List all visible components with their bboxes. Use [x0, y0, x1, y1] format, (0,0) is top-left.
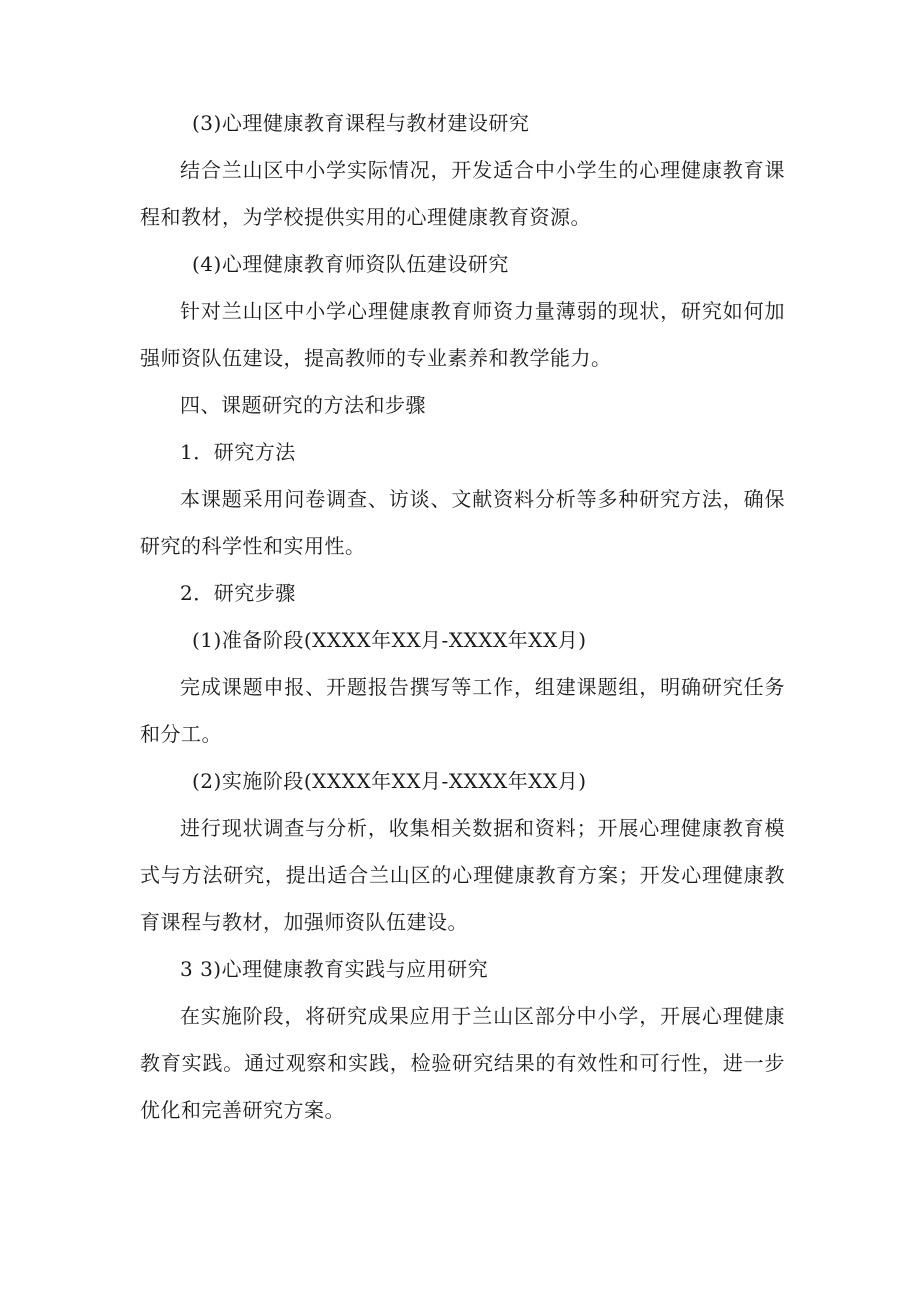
section-4-title: 四、课题研究的方法和步骤 [180, 393, 426, 417]
paragraph-4: 针对兰山区中小学心理健康教育师资力量薄弱的现状，研究如何加强师资队伍建设，提高教师的专业素养和教学能力。 [140, 299, 785, 370]
heading-3: (3)心理健康教育课程与教材建设研究 [192, 111, 530, 135]
method-paragraph: 本课题采用问卷调查、访谈、文献资料分析等多种研究方法，确保研究的科学性和实用性。 [140, 487, 785, 558]
step-1-paragraph: 完成课题申报、开题报告撰写等工作，组建课题组，明确研究任务和分工。 [140, 675, 785, 746]
heading-4: (4)心理健康教育师资队伍建设研究 [192, 252, 509, 276]
step-2-paragraph: 进行现状调查与分析，收集相关数据和资料；开展心理健康教育模式与方法研究，提出适合兰山区的心理健康教育方案；开发心理健康教育课程与教材，加强师资队伍建设。 [140, 816, 785, 934]
method-heading: 1．研究方法 [180, 440, 296, 464]
document-page [140, 100, 785, 1134]
step-2-heading: (2)实施阶段(XXXX年XX月-XXXX年XX月) [192, 769, 587, 793]
step-3-heading: 3 3)心理健康教育实践与应用研究 [180, 957, 489, 981]
step-3-paragraph: 在实施阶段，将研究成果应用于兰山区部分中小学，开展心理健康教育实践。通过观察和实践，检验研究结果的有效性和可行性，进一步优化和完善研究方案。 [140, 1004, 785, 1122]
steps-heading: 2．研究步骤 [180, 581, 296, 605]
step-1-heading: (1)准备阶段(XXXX年XX月-XXXX年XX月) [192, 628, 587, 652]
paragraph-3: 结合兰山区中小学实际情况，开发适合中小学生的心理健康教育课程和教材，为学校提供实用的心理健康教育资源。 [140, 158, 785, 229]
